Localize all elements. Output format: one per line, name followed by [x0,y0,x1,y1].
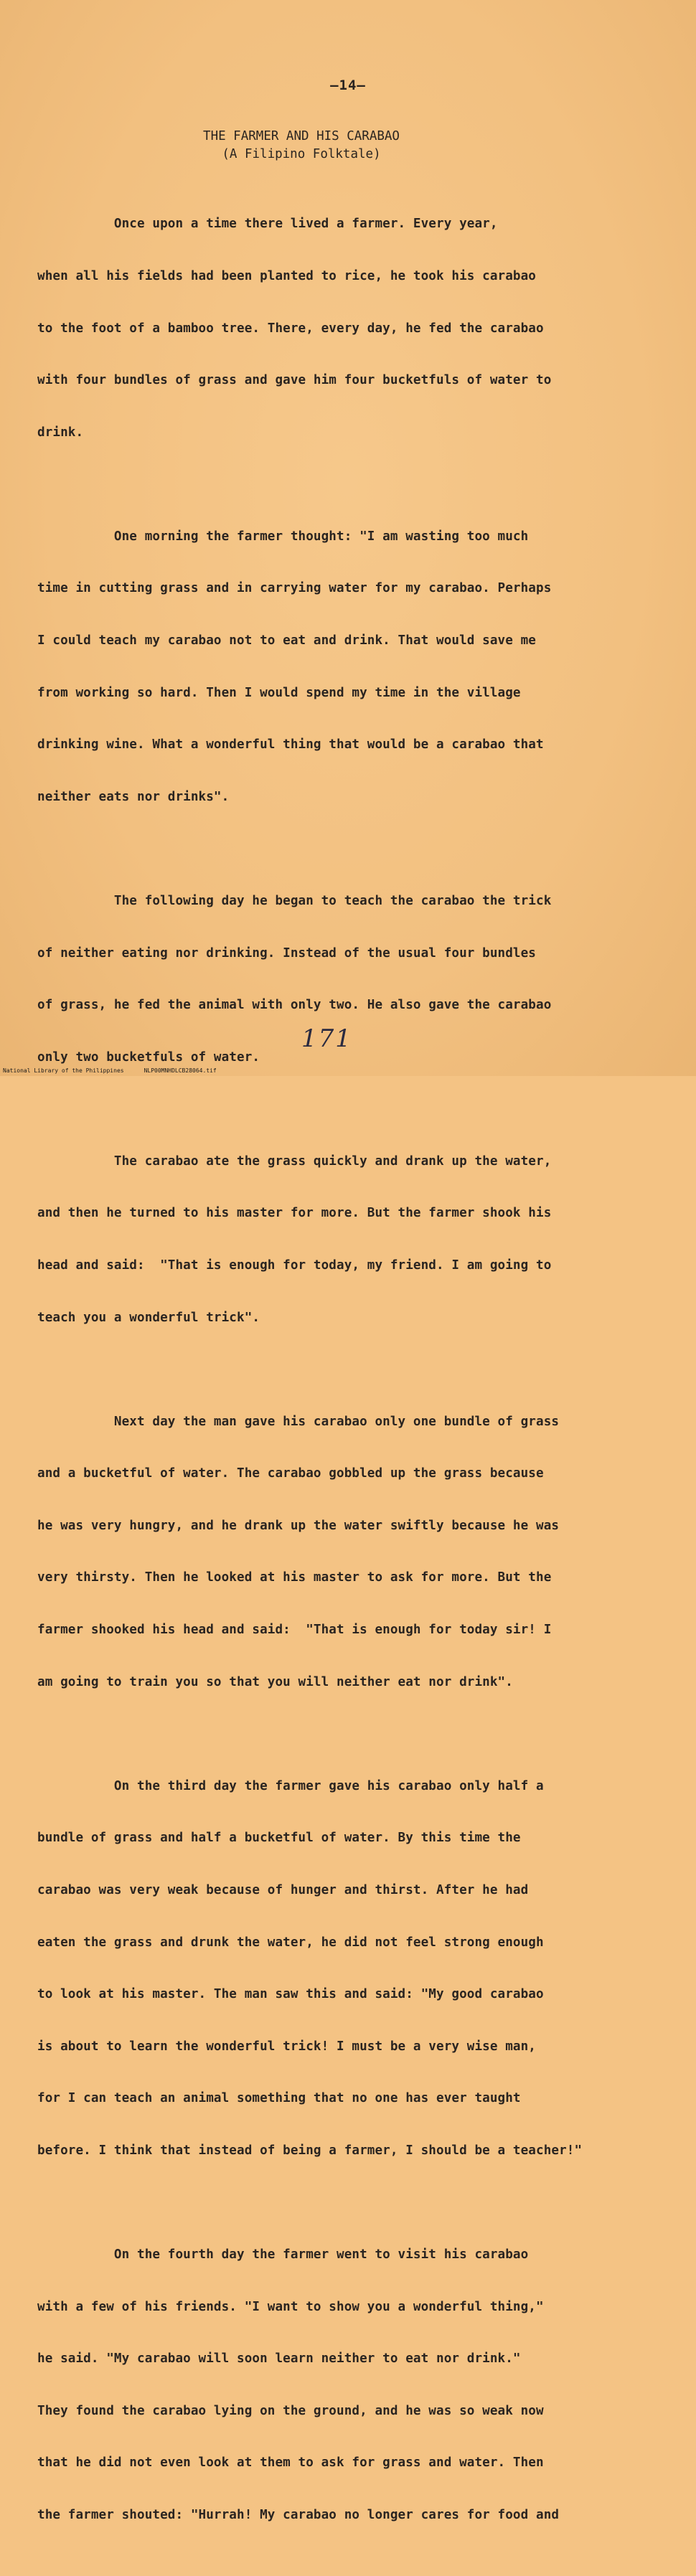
text-line: that he did not even look at them to ask for grass and water. Then [37,2455,544,2471]
text-line: On the third day the farmer gave his carabao only half a [37,1778,544,1793]
text-line: farmer shooked his head and said: "That is enough for today sir! I [37,1623,552,1638]
text-line: Once upon a time there lived a farmer. Every year, [37,217,498,232]
paragraph-5 [37,1378,669,1725]
paragraph-4 [37,1118,669,1361]
paragraph-2 [37,493,669,840]
paragraph-1 [37,181,669,476]
text-line: for I can teach an animal something that no one has ever taught [37,2091,521,2106]
text-line: time in cutting grass and in carrying water for my carabao. Perhaps [37,581,552,596]
text-line: bundle of grass and half a bucketful of water. By this time the [37,1831,521,1846]
footer-library: National Library of the Philippines [3,1067,124,1074]
story-subtitle: (A Filipino Folktale) [222,147,381,161]
paragraph-7 [37,2212,669,2559]
text-line: to the foot of a bamboo tree. There, every day, he fed the carabao [37,321,544,336]
text-line: head and said: "That is enough for today, my friend. I am going to [37,1258,552,1273]
text-line: with a few of his friends. "I want to show you a wonderful thing," [37,2299,544,2314]
text-line: One morning the farmer thought: "I am wasting too much [37,529,529,544]
text-line: from working so hard. Then I would spend my time in the village [37,685,521,700]
paragraph-3 [37,858,669,1101]
text-line: The following day he began to teach the carabao the trick [37,893,552,908]
text-line: drink. [37,425,84,440]
text-line: only two bucketfuls of water. [37,1049,260,1065]
text-line: am going to train you so that you will neither eat nor drink". [37,1674,513,1689]
text-line: very thirsty. Then he looked at his master to ask for more. But the [37,1570,552,1585]
text-line: of grass, he fed the animal with only two. He also gave the carabao [37,998,552,1013]
text-line: teach you a wonderful trick". [37,1310,260,1325]
text-line: to look at his master. The man saw this and said: "My good carabao [37,1987,544,2002]
text-line: Next day the man gave his carabao only one bundle of grass [37,1414,560,1429]
text-line: the farmer shouted: "Hurrah! My carabao no longer cares for food and [37,2508,560,2522]
text-line: drinking wine. What a wonderful thing that would be a carabao that [37,737,544,752]
page-number: —14— [330,77,366,93]
text-line: with four bundles of grass and gave him four bucketfuls of water to [37,373,552,388]
paragraph-6 [37,1742,669,2194]
footer-filename: NLP00MNHDLCB28064.tif [144,1067,217,1074]
text-line: carabao was very weak because of hunger and thirst. After he had [37,1882,529,1897]
text-line: before. I think that instead of being a farmer, I should be a teacher!" [37,2143,583,2158]
text-line: and a bucketful of water. The carabao gobbled up the grass because [37,1466,544,1481]
text-line: is about to learn the wonderful trick! I must be a very wise man, [37,2039,537,2054]
text-line: eaten the grass and drunk the water, he did not feel strong enough [37,1935,544,1950]
handwritten-folio-number: 171 [301,1024,352,1053]
title-block [0,128,603,164]
text-line: neither eats nor drinks". [37,789,230,804]
text-line: he was very hungry, and he drank up the water swiftly because he was [37,1518,560,1533]
story-title: THE FARMER AND HIS CARABAO [203,129,400,143]
text-line: The carabao ate the grass quickly and drank up the water, [37,1153,552,1169]
text-line: he said. "My carabao will soon learn neither to eat nor drink." [37,2351,521,2367]
text-line: and then he turned to his master for more. But the farmer shook his [37,1206,552,1221]
story-body [37,181,669,2576]
text-line: of neither eating nor drinking. Instead of the usual four bundles [37,945,537,961]
text-line: They found the carabao lying on the ground, and he was so weak now [37,2403,544,2418]
scan-footer [3,1067,237,1074]
text-line: when all his fields had been planted to rice, he took his carabao [37,269,537,284]
text-line: On the fourth day the farmer went to visit his carabao [37,2247,529,2262]
text-line: I could teach my carabao not to eat and drink. That would save me [37,633,537,648]
